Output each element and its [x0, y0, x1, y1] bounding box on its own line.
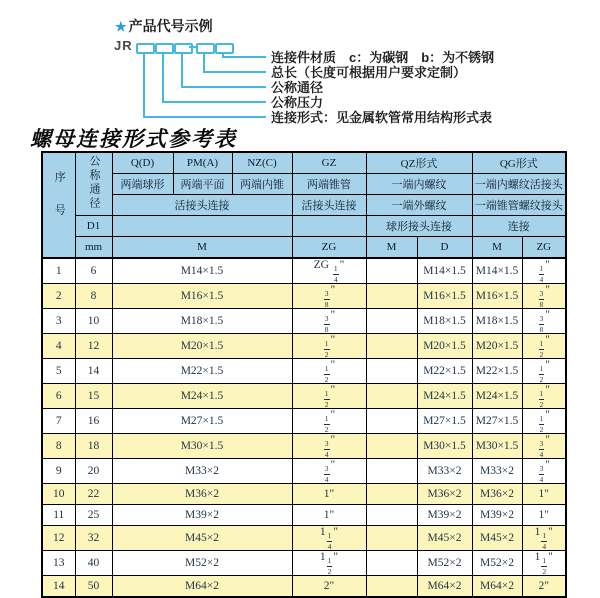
- unit-header-mm: mm: [75, 237, 112, 259]
- cell-m: M24×1.5: [112, 384, 292, 409]
- cell-dn: 6: [75, 258, 112, 284]
- connector-line: [162, 101, 266, 103]
- col-header-pma: PM(A): [173, 152, 232, 174]
- table-row: [42, 359, 566, 384]
- col-header-nzc: NZ(C): [232, 152, 292, 174]
- code-box-5: [215, 43, 234, 54]
- code-box-3: [174, 43, 193, 54]
- subheader-nzc: 两端内锥: [232, 174, 292, 195]
- diagram-label-diameter: 公称通径: [271, 80, 324, 95]
- cell-m: M20×1.5: [112, 334, 292, 359]
- cell-qg-m: M45×2: [472, 526, 522, 551]
- subheader-union-connection: 活接头连接: [112, 195, 292, 216]
- col-header-index: [42, 152, 75, 258]
- cell-qg-m: M14×1.5: [472, 258, 522, 284]
- cell-qg-zg: 1": [522, 484, 566, 505]
- connector-line: [203, 71, 266, 73]
- subheader-qd: 两端球形: [112, 174, 173, 195]
- row-index: 11: [42, 505, 75, 526]
- header-row-4: [42, 216, 566, 237]
- table-row: [42, 576, 566, 598]
- cell-dn: 18: [75, 434, 112, 459]
- table-row: [42, 551, 566, 576]
- col-header-index-label: 序号: [53, 170, 66, 237]
- cell-qz-d: M24×1.5: [417, 384, 472, 409]
- diagram-label-pressure: 公称压力: [271, 95, 324, 110]
- table-row: [42, 484, 566, 505]
- cell-qz-d: M27×1.5: [417, 409, 472, 434]
- cell-qz-m: [366, 576, 417, 598]
- cell-qz-d: M45×2: [417, 526, 472, 551]
- subheader-ball-joint-connection: 球形接头连接: [366, 216, 472, 237]
- cell-dn: 15: [75, 384, 112, 409]
- cell-m: M64×2: [112, 576, 292, 598]
- cell-qg-zg: 2": [522, 576, 566, 598]
- cell-zg: 1": [292, 484, 366, 505]
- cell-dn: 12: [75, 334, 112, 359]
- row-index: 10: [42, 484, 75, 505]
- cell-qg-m: M52×2: [472, 551, 522, 576]
- cell-qg-m: M64×2: [472, 576, 522, 598]
- cell-m: M39×2: [112, 505, 292, 526]
- cell-qz-m: [366, 284, 417, 309]
- cell-qg-zg: $\frac{1}{2}$ ": [522, 384, 566, 409]
- row-index: 2: [42, 284, 75, 309]
- cell-qz-m: [366, 434, 417, 459]
- cell-qz-d: M16×1.5: [417, 284, 472, 309]
- subheader-qg-taper-thread: 一端锥管螺纹接头: [472, 195, 566, 216]
- cell-m: M36×2: [112, 484, 292, 505]
- cell-qg-zg: $\frac{3}{4}$ ": [522, 459, 566, 484]
- unit-header-qz-m: M: [366, 237, 417, 259]
- cell-qz-m: [366, 551, 417, 576]
- cell-qg-zg: $\frac{1}{4}$ ": [522, 258, 566, 284]
- cell-qz-m: [366, 459, 417, 484]
- diagram-label-length: 总长（长度可根据用户要求定制）: [271, 65, 467, 80]
- unit-header-qg-m: M: [472, 237, 522, 259]
- row-index: 14: [42, 576, 75, 598]
- row-index: 9: [42, 459, 75, 484]
- diagram-label-material: 连接件材质 c：为碳钢 b：为不锈钢: [271, 50, 495, 65]
- connector-line: [162, 52, 164, 103]
- table-row: [42, 258, 566, 284]
- row-index: 12: [42, 526, 75, 551]
- cell-dn: 22: [75, 484, 112, 505]
- cell-qz-m: [366, 359, 417, 384]
- table-row: [42, 459, 566, 484]
- subheader-gz-connection: 活接头连接: [292, 195, 366, 216]
- col-header-dn-label: 公称通径: [88, 154, 100, 211]
- cell-qg-zg: $\frac{3}{4}$ ": [522, 434, 566, 459]
- cell-m: M27×1.5: [112, 409, 292, 434]
- cell-qg-m: M39×2: [472, 505, 522, 526]
- cell-qz-d: M64×2: [417, 576, 472, 598]
- cell-qz-d: M14×1.5: [417, 258, 472, 284]
- unit-header-m: M: [112, 237, 292, 259]
- cell-zg: 1 $\frac{1}{2}$ ": [292, 551, 366, 576]
- cell-qz-d: M18×1.5: [417, 309, 472, 334]
- cell-qg-m: M36×2: [472, 484, 522, 505]
- cell-zg: 1 $\frac{1}{4}$ ": [292, 526, 366, 551]
- connector-line: [143, 52, 145, 118]
- col-header-qg: QG形式: [472, 152, 566, 174]
- table-body: [42, 258, 566, 597]
- cell-zg: 2": [292, 576, 366, 598]
- cell-zg: 1": [292, 505, 366, 526]
- cell-m: M22×1.5: [112, 359, 292, 384]
- cell-qz-m: [366, 309, 417, 334]
- subheader-pma: 两端平面: [173, 174, 232, 195]
- table-row: [42, 409, 566, 434]
- cell-zg: $\frac{1}{2}$ ": [292, 409, 366, 434]
- cell-zg: $\frac{3}{4}$ ": [292, 434, 366, 459]
- cell-qg-zg: $\frac{3}{8}$ ": [522, 309, 566, 334]
- cell-qz-d: M36×2: [417, 484, 472, 505]
- cell-qz-d: M39×2: [417, 505, 472, 526]
- cell-qg-m: M24×1.5: [472, 384, 522, 409]
- cell-qg-m: M33×2: [472, 459, 522, 484]
- cell-dn: 50: [75, 576, 112, 598]
- header-row-5: [42, 237, 566, 259]
- col-header-gz: GZ: [292, 152, 366, 174]
- subheader-qg-connection: 连接: [472, 216, 566, 237]
- cell-zg: $\frac{3}{8}$ ": [292, 284, 366, 309]
- connector-line: [143, 116, 266, 118]
- cell-zg: $\frac{1}{2}$ ": [292, 384, 366, 409]
- cell-zg: $\frac{1}{2}$ ": [292, 359, 366, 384]
- table-row: [42, 309, 566, 334]
- header-blank-cell: [292, 216, 366, 237]
- cell-qz-m: [366, 526, 417, 551]
- code-box-2: [155, 43, 174, 54]
- cell-dn: 25: [75, 505, 112, 526]
- cell-qg-m: M27×1.5: [472, 409, 522, 434]
- cell-qz-m: [366, 384, 417, 409]
- connector-line: [222, 56, 266, 58]
- cell-m: M16×1.5: [112, 284, 292, 309]
- cell-dn: 40: [75, 551, 112, 576]
- cell-dn: 14: [75, 359, 112, 384]
- unit-header-qg-zg: ZG: [522, 237, 566, 259]
- subheader-gz: 两端锥管: [292, 174, 366, 195]
- cell-qg-zg: 1 $\frac{1}{4}$ ": [522, 526, 566, 551]
- cell-qz-d: M33×2: [417, 459, 472, 484]
- header-row-3: [42, 195, 566, 216]
- cell-qz-d: M30×1.5: [417, 434, 472, 459]
- table-header: [42, 152, 566, 258]
- cell-m: M45×2: [112, 526, 292, 551]
- header-row-1: [42, 152, 566, 174]
- cell-qg-m: M30×1.5: [472, 434, 522, 459]
- cell-qg-zg: 1": [522, 505, 566, 526]
- code-prefix: JR: [114, 38, 133, 53]
- cell-zg: $\frac{1}{2}$ ": [292, 334, 366, 359]
- cell-m: M18×1.5: [112, 309, 292, 334]
- cell-qg-m: M20×1.5: [472, 334, 522, 359]
- cell-dn: 20: [75, 459, 112, 484]
- cell-m: M30×1.5: [112, 434, 292, 459]
- cell-dn: 16: [75, 409, 112, 434]
- row-index: 6: [42, 384, 75, 409]
- row-index: 5: [42, 359, 75, 384]
- cell-m: M33×2: [112, 459, 292, 484]
- cell-qz-m: [366, 505, 417, 526]
- table-row: [42, 284, 566, 309]
- header-row-2: [42, 174, 566, 195]
- row-index: 4: [42, 334, 75, 359]
- reference-table: [41, 151, 567, 598]
- cell-qz-m: [366, 409, 417, 434]
- subheader-qz-external-thread: 一端外螺纹: [366, 195, 472, 216]
- diagram-label-connection: 连接形式：见金属软管常用结构形式表: [271, 110, 493, 125]
- row-index: 7: [42, 409, 75, 434]
- code-box-4: [196, 43, 215, 54]
- row-index: 1: [42, 258, 75, 284]
- cell-qg-zg: $\frac{1}{2}$ ": [522, 334, 566, 359]
- unit-header-qz-d: D: [417, 237, 472, 259]
- table-row: [42, 384, 566, 409]
- cell-qg-zg: $\frac{1}{2}$ ": [522, 409, 566, 434]
- col-header-dn: [75, 152, 112, 216]
- header-blank-cell: [112, 216, 292, 237]
- cell-m: M14×1.5: [112, 258, 292, 284]
- subheader-qz: 一端内螺纹: [366, 174, 472, 195]
- row-index: 13: [42, 551, 75, 576]
- cell-qg-zg: $\frac{3}{8}$ ": [522, 284, 566, 309]
- cell-qz-m: [366, 334, 417, 359]
- cell-qg-m: M16×1.5: [472, 284, 522, 309]
- cell-qz-m: [366, 258, 417, 284]
- diagram-heading: [115, 16, 213, 36]
- code-box-1: [136, 43, 155, 54]
- cell-dn: 10: [75, 309, 112, 334]
- star-icon: ★: [115, 19, 127, 34]
- connector-line: [203, 52, 205, 73]
- subheader-qg: 一端内螺纹活接头: [472, 174, 566, 195]
- cell-zg: ZG $\frac{1}{4}$ ": [292, 258, 366, 284]
- table-row: [42, 434, 566, 459]
- diagram-heading-label: 产品代号示例: [128, 18, 213, 34]
- unit-header-zg: ZG: [292, 237, 366, 259]
- cell-qz-m: [366, 484, 417, 505]
- table-row: [42, 334, 566, 359]
- table-row: [42, 526, 566, 551]
- cell-qz-d: M20×1.5: [417, 334, 472, 359]
- connector-line: [181, 52, 183, 88]
- cell-qg-m: M22×1.5: [472, 359, 522, 384]
- cell-zg: $\frac{3}{4}$ ": [292, 459, 366, 484]
- col-header-qd: Q(D): [112, 152, 173, 174]
- col-header-qz: QZ形式: [366, 152, 472, 174]
- cell-dn: 8: [75, 284, 112, 309]
- cell-m: M52×2: [112, 551, 292, 576]
- cell-qg-m: M18×1.5: [472, 309, 522, 334]
- table-title: 螺母连接形式参考表: [30, 127, 237, 151]
- cell-qz-d: M22×1.5: [417, 359, 472, 384]
- cell-zg: $\frac{3}{8}$ ": [292, 309, 366, 334]
- col-header-d1: D1: [75, 216, 112, 237]
- connector-line: [181, 86, 266, 88]
- row-index: 8: [42, 434, 75, 459]
- cell-dn: 32: [75, 526, 112, 551]
- cell-qz-d: M52×2: [417, 551, 472, 576]
- row-index: 3: [42, 309, 75, 334]
- table-row: [42, 505, 566, 526]
- cell-qg-zg: 1 $\frac{1}{2}$ ": [522, 551, 566, 576]
- cell-qg-zg: $\frac{1}{2}$ ": [522, 359, 566, 384]
